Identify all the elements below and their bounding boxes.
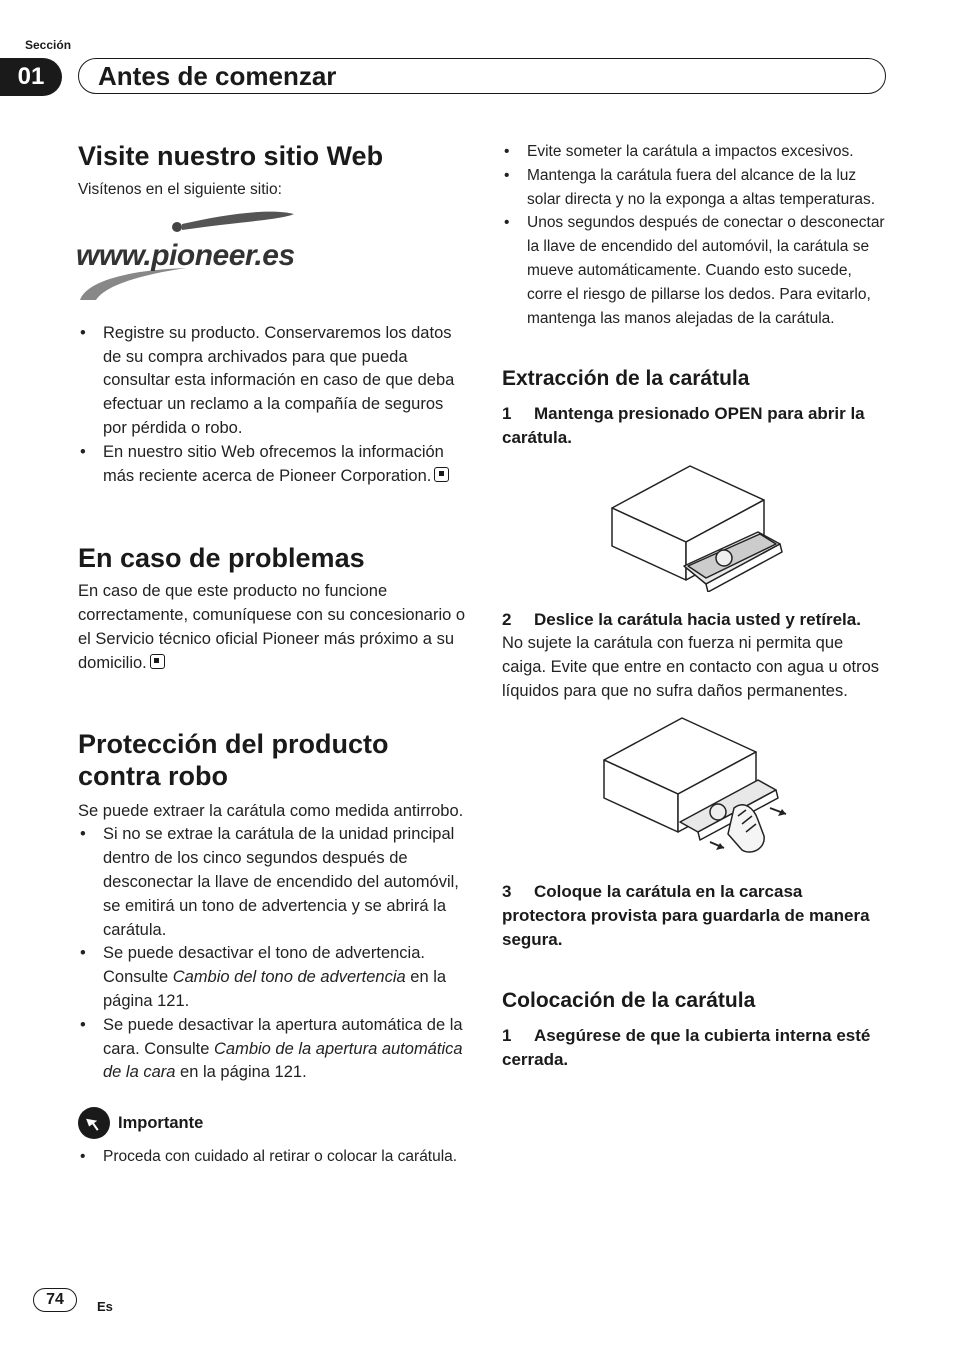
- problems-text-body: En caso de que este producto no funcione correctamente, comuníquese con su concesionario o el Servicio técnico oficial Pioneer más próximo a su domicilio.: [78, 582, 466, 672]
- extraction-step-2-body: No sujete la carátula con fuerza ni permita que caiga. Evite que entre en contacto con agua u otros líquidos para que no sufra daños permanentes.: [502, 634, 880, 700]
- list-item: [78, 1014, 466, 1085]
- page-number: 74: [33, 1288, 77, 1312]
- important-note: [78, 1107, 466, 1139]
- web-intro: Visítenos en el siguiente sitio:: [78, 181, 282, 198]
- car-stereo-open-icon: [502, 462, 888, 592]
- cross-reference-link[interactable]: Cambio de la apertura automática de la cara: [103, 1039, 463, 1082]
- extraction-step-3: [502, 880, 888, 952]
- list-item-text: Se puede desactivar la apertura automática de la cara. Consulte: [103, 1015, 463, 1058]
- cross-reference-link[interactable]: Cambio del tono de advertencia: [172, 968, 406, 987]
- illustration-open-faceplate: [502, 462, 888, 592]
- language-code: Es: [97, 1299, 113, 1314]
- extraction-step-1: [502, 402, 888, 450]
- step-text: Deslice la carátula hacia usted y retírela.: [534, 610, 861, 630]
- left-column: [78, 140, 466, 1169]
- placement-step-1: [502, 1024, 888, 1072]
- list-item: • Unos segundos después de conectar o desconectar la llave de encendido del automóvil, la carátula se mueve automáticamente. Cuando esto sucede, corre el riesgo de pillarse los dedos. Para evitarlo, mantenga las manos alejadas de la carátula.: [502, 211, 888, 330]
- section-number-badge: 01: [0, 58, 62, 96]
- theft-section-title: [78, 728, 466, 792]
- step-number: 2: [502, 610, 512, 630]
- end-of-section-icon: [434, 467, 449, 482]
- list-item: [78, 441, 466, 489]
- step-text: Mantenga presionado OPEN para abrir la carátula.: [502, 404, 865, 448]
- caution-bullet-list: [502, 140, 888, 330]
- list-item-text: en la página 121.: [103, 968, 447, 1010]
- end-of-section-icon: [150, 654, 165, 669]
- important-icon: [78, 1107, 110, 1139]
- list-item: [78, 942, 466, 1013]
- step-number: 1: [502, 404, 512, 424]
- list-item: • Si no se extrae la carátula de la unidad principal dentro de los cinco segundos después de desconectar la llave de encendido del automóvil, se emitirá un tono de advertencia y se abrirá la carátula.: [78, 823, 466, 942]
- extraction-section-title: Extracción de la carátula: [502, 367, 750, 391]
- illustration-remove-faceplate: [502, 716, 888, 864]
- list-item: • Registre su producto. Conservaremos los datos de su compra archivados para que pueda consultar esta información en caso de que deba efectuar un reclamo a la compañía de seguros por pérdida o robo.: [78, 322, 466, 441]
- theft-title-line2: contra robo: [78, 760, 229, 791]
- list-item: • Evite someter la carátula a impactos excesivos.: [502, 140, 888, 164]
- placement-section-title: Colocación de la carátula: [502, 988, 756, 1012]
- theft-intro: Se puede extraer la carátula como medida antirrobo.: [78, 801, 464, 820]
- step-text: Coloque la carátula en la carcasa protectora provista para guardarla de manera segura.: [502, 881, 870, 949]
- step-number: 1: [502, 1025, 512, 1045]
- section-label: Sección: [25, 38, 72, 52]
- car-stereo-remove-icon: [502, 716, 888, 864]
- right-column: [502, 140, 888, 1072]
- list-item-text: En nuestro sitio Web ofrecemos la información más reciente acerca de Pioneer Corporation.: [103, 442, 444, 485]
- step-number: 3: [502, 881, 512, 901]
- chapter-title: Antes de comenzar: [98, 61, 337, 91]
- step-text: Asegúrese de que la cubierta interna esté cerrada.: [502, 1025, 871, 1069]
- logo-text: www.pioneer.es: [76, 238, 295, 272]
- theft-bullet-list: [78, 823, 466, 1085]
- problems-section-title: En caso de problemas: [78, 543, 365, 574]
- web-bullet-list: [78, 322, 466, 489]
- problems-text: [78, 580, 466, 675]
- list-item: • Mantenga la carátula fuera del alcance de la luz solar directa y no la exponga a altas temperaturas.: [502, 164, 888, 212]
- important-bullet-list: [78, 1145, 466, 1169]
- list-item: • Proceda con cuidado al retirar o colocar la carátula.: [78, 1145, 466, 1169]
- web-section-title: Visite nuestro sitio Web: [78, 141, 384, 171]
- theft-title-line1: Protección del producto: [78, 728, 389, 759]
- pioneer-web-logo[interactable]: [76, 208, 306, 304]
- extraction-step-2: [502, 608, 888, 632]
- list-item-text: en la página 121.: [175, 1063, 307, 1082]
- list-item-text: Se puede desactivar el tono de advertencia. Consulte: [103, 944, 425, 987]
- important-label: Importante: [118, 1113, 204, 1132]
